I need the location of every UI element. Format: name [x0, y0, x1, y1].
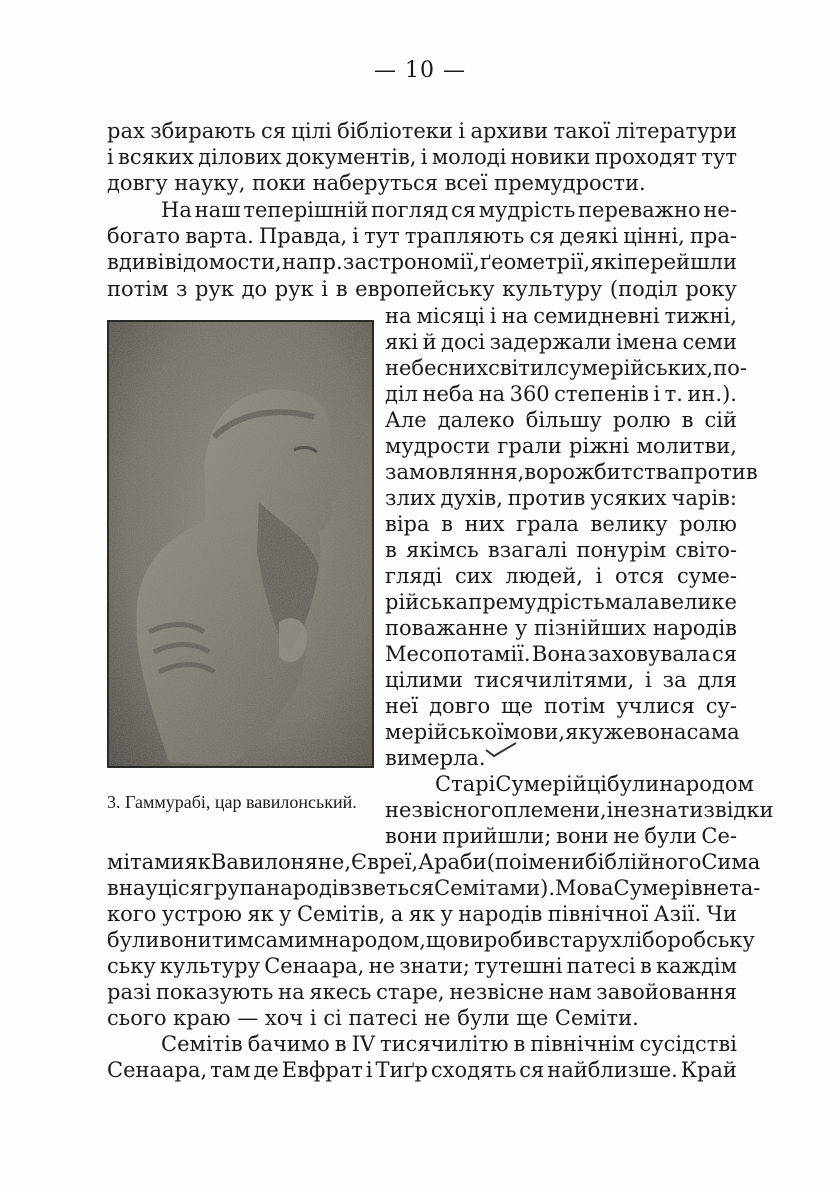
- text-line: мерійської мови, як уже вона сама: [385, 720, 740, 744]
- text-line: кого устрою як у Семітів, а як у народів північної Азії. Чи: [107, 902, 737, 926]
- text-line: діл неба на 360 степенів і т. ин.).: [385, 382, 737, 406]
- text-line: незвісного племени, і не знати звідки: [385, 798, 774, 822]
- text-line: довгу науку, поки наберуться всеї премудрости.: [107, 171, 646, 195]
- text-line: рах збирають ся цілі бібліотеки і архиви такої літератури: [107, 119, 737, 143]
- text-line: вимерла.: [385, 746, 486, 770]
- text-line: мудрости грали ріжні молитви,: [385, 434, 737, 458]
- text-line: поважанне у пізнійших народів: [385, 616, 737, 640]
- text-line: небесних світил сумерійських, по-: [385, 356, 747, 380]
- text-line: вони прийшли; вони не були Се-: [385, 824, 737, 848]
- figure-relief-portrait: [107, 320, 374, 768]
- handwritten-checkmark-icon: [484, 740, 518, 760]
- text-line: разі показують на якесь старе, незвісне нам завойовання: [107, 980, 737, 1004]
- text-line: На наш теперішній погляд ся мудрість переважно не-: [161, 198, 737, 222]
- text-line: гляді сих людей, і отся суме-: [385, 564, 737, 588]
- text-line: вдиві відомости, напр. з астрономії, ґеометрії, які перейшли: [107, 250, 737, 274]
- figure-caption: 3. Гаммурабі, цар вавилонський.: [107, 792, 357, 812]
- text-line: і всяких ділових документів, і молоді новики проходят тут: [107, 145, 737, 169]
- text-line: сього краю — хоч і сі патесі не були ще Семіти.: [107, 1006, 639, 1030]
- text-line: мітами як Вавилоняне, Євреї, Араби (по імени біблійного Сима: [107, 850, 761, 874]
- text-line: неї довго ще потім учлися су-: [385, 694, 737, 718]
- text-line: злих духів, против усяких чарів:: [385, 486, 737, 510]
- text-line: віра в них грала велику ролю: [385, 512, 737, 536]
- text-line: ську культуру Сенаара, не знати; тутешні патесі в каждім: [107, 954, 737, 978]
- text-line: на місяці і на семидневні тижні,: [385, 304, 737, 328]
- text-line: замовляння, ворожбитства против: [385, 460, 758, 484]
- text-line: потім з рук до рук і в европейську культуру (поділ року: [107, 277, 737, 301]
- text-line: рійська премудрість мала велике: [385, 590, 737, 614]
- page-number: — 10 —: [374, 58, 466, 83]
- text-line: були вони тим самим народом, що виробив стару хліборобську: [107, 928, 755, 952]
- text-line: які й досі задержали імена семи: [385, 330, 737, 354]
- text-line: в якімсь взагалі понурім світо-: [385, 538, 737, 562]
- text-line: цілими тисячилітями, і за для: [385, 668, 737, 692]
- text-line: Сенаара, там де Евфрат і Тиґр сходять ся найблизше. Край: [107, 1058, 737, 1082]
- text-line: Старі Сумерійці були народом: [435, 772, 754, 796]
- text-line: Семітів бачимо в IV тисячилітю в північнім сусідстві: [161, 1032, 737, 1056]
- text-line: Але далеко більшу ролю в сій: [385, 408, 737, 432]
- text-line: богато варта. Правда, і тут трапляють ся деякі цінні, пра-: [107, 224, 737, 248]
- text-line: в науці ся група народів зветь ся Семітами). Мова Сумерів не та-: [107, 876, 761, 900]
- text-line: Месопотамії. Вона заховувала ся: [385, 642, 737, 666]
- relief-portrait-image: [109, 322, 372, 766]
